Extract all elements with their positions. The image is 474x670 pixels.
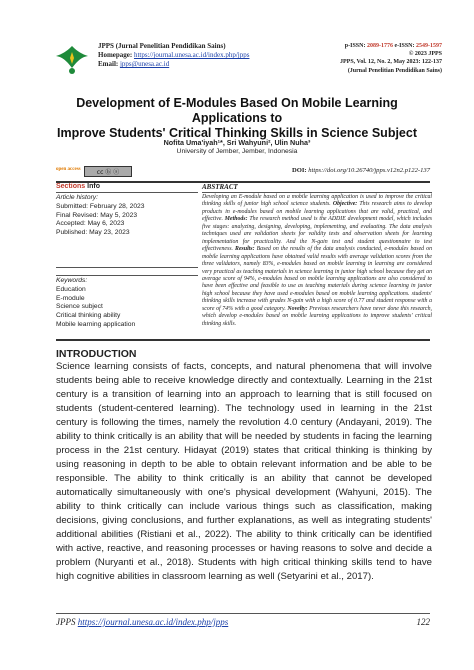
- cc-license-icon[interactable]: cc ⓑ ⓢ: [84, 166, 132, 177]
- footer-divider: [56, 613, 430, 614]
- doi-link[interactable]: https://doi.org/10.26740/jpps.v12n2.p122-137: [308, 167, 430, 174]
- doi-label: DOI:: [291, 167, 307, 174]
- volume-info: JPPS, Vol. 12, No. 2, May 2023: 122-137: [340, 59, 442, 66]
- keyword-item: E-module: [56, 294, 85, 302]
- pissn-value: 2089-1776: [366, 43, 393, 49]
- eissn-value: 2549-1597: [416, 43, 442, 49]
- info-heading: Info: [87, 183, 100, 190]
- introduction-body: Science learning consists of facts, concepts, and natural phenomena that will involve students being able to receive knowledge directly and contextually. Learning in the 21st century is a transition of learning into an approach to learning that is still focused on students (student-centered learning). The technology used in learning in the 21st century is following the times, namely the revolution 4.0 century (Andayani, 2019). The ability to think critically is an ability that will be needed by students in facing the learning process in the 21st century. Hidayat (2019) states that critical thinking is thinking by using reasoning in depth to be able to obtain relevant information and be able to be responsible. The ability to think critically is an ability that cannot be developed automatically simultaneously with one's physical development (Wahyuni, 2015). The ability to think critically can include various things such as classification, making decisions, giving conclusions, and further explanations, as well as integrating students' additional abilities (Ristiani et al., 2022). The ability to think critically can be identified with active, reactive, and reasoning processes or having reasons to solve and decide a problem (Nuryanti et al., 2018). Students with high critical thinking skills tend to have high cognitive abilities in classroom learning as well (Setyarini et al., 2017).: [56, 361, 432, 582]
- keyword-item: Mobile learning application: [56, 320, 136, 328]
- objective-label: Objective:: [332, 201, 358, 208]
- sections-heading: Sections: [56, 183, 86, 190]
- keywords: [56, 275, 198, 331]
- doi: [292, 167, 430, 174]
- sections-info-heading: [56, 183, 198, 192]
- abstract-heading: ABSTRACT: [202, 183, 238, 191]
- homepage-link[interactable]: https://journal.unesa.ac.id/index.php/jpps: [133, 51, 250, 59]
- title-line-2: Improve Students' Critical Thinking Skills in Science Subject: [56, 126, 417, 140]
- pissn-label: p-ISSN:: [344, 43, 366, 49]
- open-access-icon: open access: [56, 167, 81, 172]
- abstract-novelty: Previous researchers have never done this research, which develop e-modules based on mobile learning applications to improve students' critical thinking skills.: [202, 305, 432, 327]
- abstract-intro: Developing an E-module based on a mobile learning application is used to improve the critical thinking skills of junior high school science students.: [202, 194, 432, 208]
- journal-info: [98, 42, 249, 69]
- novelty-label: Novelty:: [287, 305, 308, 312]
- authors: Nofita Uma'iyah¹*, Sri Wahyuni², Ulin Nuha³: [163, 138, 311, 147]
- abstract-results: Based on the results of the data analysis conducted, e-modules based on mobile learning applications have obtained valid results with average validation scores from the three validators, namely 83%, e-modules based on mobile learning in learning are considered very practical as teaching materials in science learning in junior high school because they get an average score of 94%, e-modules based on mobile learning applications are also considered to have been effective and feasible to use as teaching materials during science learning in junior high school because they have used e-modules based on mobile learning applications. students' thinking skills increase with grades N-gain with a high score of 0.77 and student response with a score of 74% with a good category.: [202, 246, 432, 312]
- issn-block: [340, 42, 442, 75]
- abstract-objective: This research aims to develop products in e-modules based on mobile learning applications that are valid, practical, and effective.: [202, 201, 432, 223]
- article-history: [56, 192, 198, 268]
- keyword-item: Critical thinking ability: [56, 312, 121, 320]
- journal-name: JPPS (Jurnal Penelitian Pendidikan Sains): [98, 42, 226, 50]
- email-label: Email:: [98, 60, 119, 68]
- title-line-1: Development of E-Modules Based On Mobile Learning Applications to: [76, 96, 398, 125]
- history-label: Article history:: [56, 194, 98, 201]
- footer-journal: [56, 617, 228, 627]
- journal-header: [52, 42, 442, 78]
- copyright: © 2023 JPPS: [408, 51, 442, 58]
- results-label: Results:: [235, 246, 255, 253]
- abstract-methods: The research method used is the ADDIE development model, which includes five stages: analyzing, designing, developing, implementing, and evaluating. The data analysis techniques used are validation sheets for validity tests and observation sheets for learning implementation for practicality. And the N-gain test and student questionnaire to test effectiveness.: [202, 216, 432, 253]
- eissn-label: e-ISSN:: [394, 43, 415, 49]
- paper-title: [40, 96, 434, 141]
- doi-row: [56, 166, 430, 180]
- email-link[interactable]: jpps@unesa.ac.id: [119, 60, 170, 68]
- abstract-text: [202, 192, 432, 338]
- divider-bottom: [56, 339, 430, 341]
- methods-label: Methods:: [224, 216, 248, 223]
- footer-journal-name: JPPS: [56, 617, 76, 627]
- affiliation: University of Jember, Jember, Indonesia: [176, 148, 298, 155]
- homepage-label: Homepage:: [98, 51, 133, 59]
- page-number: 122: [416, 617, 430, 627]
- footer-link[interactable]: https://journal.unesa.ac.id/index.php/jpps: [77, 617, 229, 627]
- journal-logo-icon: [52, 44, 92, 76]
- revised-date: Final Revised: May 5, 2023: [56, 211, 138, 219]
- accepted-date: Accepted: May 6, 2023: [56, 220, 125, 228]
- keywords-label: Keywords:: [56, 277, 88, 284]
- keyword-item: Science subject: [56, 303, 103, 311]
- keyword-item: Education: [56, 285, 86, 293]
- submitted-date: Submitted: February 28, 2023: [56, 202, 145, 210]
- introduction-heading: INTRODUCTION: [56, 348, 137, 360]
- journal-short-name: (Jurnal Penelitian Pendidikan Sains): [347, 67, 442, 74]
- published-date: Published: May 23, 2023: [56, 229, 130, 237]
